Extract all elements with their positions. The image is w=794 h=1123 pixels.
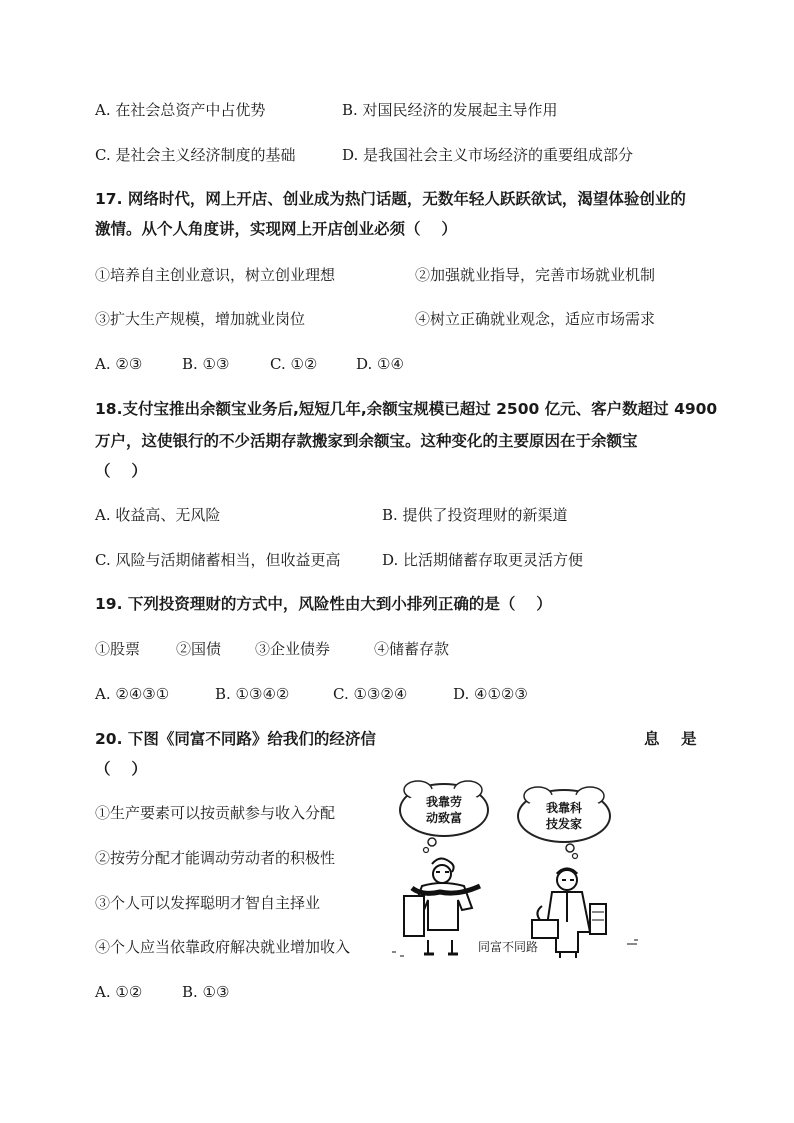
q20-stem-line2: （ ）	[95, 760, 147, 778]
q16-option-c: C. 是社会主义经济制度的基础	[95, 146, 296, 164]
q17-option-d: D. ①④	[356, 355, 404, 373]
right-bubble-line2: 技发家	[545, 817, 583, 831]
q19-stem: 19. 下列投资理财的方式中，风险性由大到小排列正确的是（ ）	[95, 595, 552, 613]
q20-statement-4: ④个人应当依靠政府解决就业增加收入	[95, 938, 351, 956]
q20-option-b: B. ①③	[182, 983, 230, 1001]
q17-statement-1: ①培养自主创业意识，树立创业理想	[95, 266, 336, 284]
q18-option-a: A. 收益高、无风险	[95, 506, 221, 524]
q20-statement-2: ②按劳分配才能调动劳动者的积极性	[95, 849, 336, 867]
q17-option-a: A. ②③	[95, 355, 143, 373]
q18-stem-line3: （ ）	[95, 462, 147, 480]
q19-option-a: A. ②④③①	[95, 685, 170, 703]
worker-figure	[392, 858, 480, 956]
cartoon-illustration	[392, 776, 642, 962]
q16-option-a: A. 在社会总资产中占优势	[95, 101, 266, 119]
q20-stem-line1: 20. 下图《同富不同路》给我们的经济信	[95, 730, 376, 748]
q19-option-c: C. ①③②④	[333, 685, 408, 703]
q18-stem-line1: 18.支付宝推出余额宝业务后,短短几年,余额宝规模已超过 2500 亿元、客户数超过 4900	[95, 400, 718, 418]
scientist-figure	[532, 869, 638, 958]
cartoon-caption: 同富不同路	[478, 940, 539, 954]
right-thought-bubble	[518, 787, 610, 859]
q17-statement-3: ③扩大生产规模，增加就业岗位	[95, 310, 306, 328]
q20-stem-tail-2: 是	[681, 730, 697, 748]
q19-item-2: ②国债	[176, 640, 222, 658]
q19-item-4: ④储蓄存款	[374, 640, 450, 658]
q20-statement-1: ①生产要素可以按贡献参与收入分配	[95, 804, 336, 822]
q16-option-b: B. 对国民经济的发展起主导作用	[342, 101, 558, 119]
right-bubble-line1: 我靠科	[545, 801, 583, 815]
left-bubble-line1: 我靠劳	[425, 795, 463, 809]
q17-stem-line2: 激情。从个人角度讲，实现网上开店创业必须（ ）	[95, 220, 457, 238]
left-bubble-line2: 动致富	[425, 811, 463, 825]
q20-option-a: A. ①②	[95, 983, 143, 1001]
q16-option-d: D. 是我国社会主义市场经济的重要组成部分	[342, 146, 634, 164]
q18-option-c: C. 风险与活期储蓄相当，但收益更高	[95, 551, 341, 569]
q20-stem-tail-1: 息	[644, 730, 660, 748]
q17-stem-line1: 17. 网络时代，网上开店、创业成为热门话题，无数年轻人跃跃欲试，渴望体验创业的	[95, 190, 686, 208]
q17-statement-2: ②加强就业指导，完善市场就业机制	[415, 266, 656, 284]
q18-option-b: B. 提供了投资理财的新渠道	[382, 506, 568, 524]
q17-option-b: B. ①③	[182, 355, 230, 373]
q19-option-b: B. ①③④②	[215, 685, 290, 703]
q17-statement-4: ④树立正确就业观念，适应市场需求	[415, 310, 656, 328]
q17-option-c: C. ①②	[270, 355, 318, 373]
q20-statement-3: ③个人可以发挥聪明才智自主择业	[95, 894, 321, 912]
q19-option-d: D. ④①②③	[453, 685, 528, 703]
q19-item-1: ①股票	[95, 640, 141, 658]
q19-item-3: ③企业债券	[255, 640, 331, 658]
q18-option-d: D. 比活期储蓄存取更灵活方便	[382, 551, 584, 569]
left-thought-bubble	[400, 781, 488, 853]
q18-stem-line2: 万户，这使银行的不少活期存款搬家到余额宝。这种变化的主要原因在于余额宝	[95, 432, 638, 450]
